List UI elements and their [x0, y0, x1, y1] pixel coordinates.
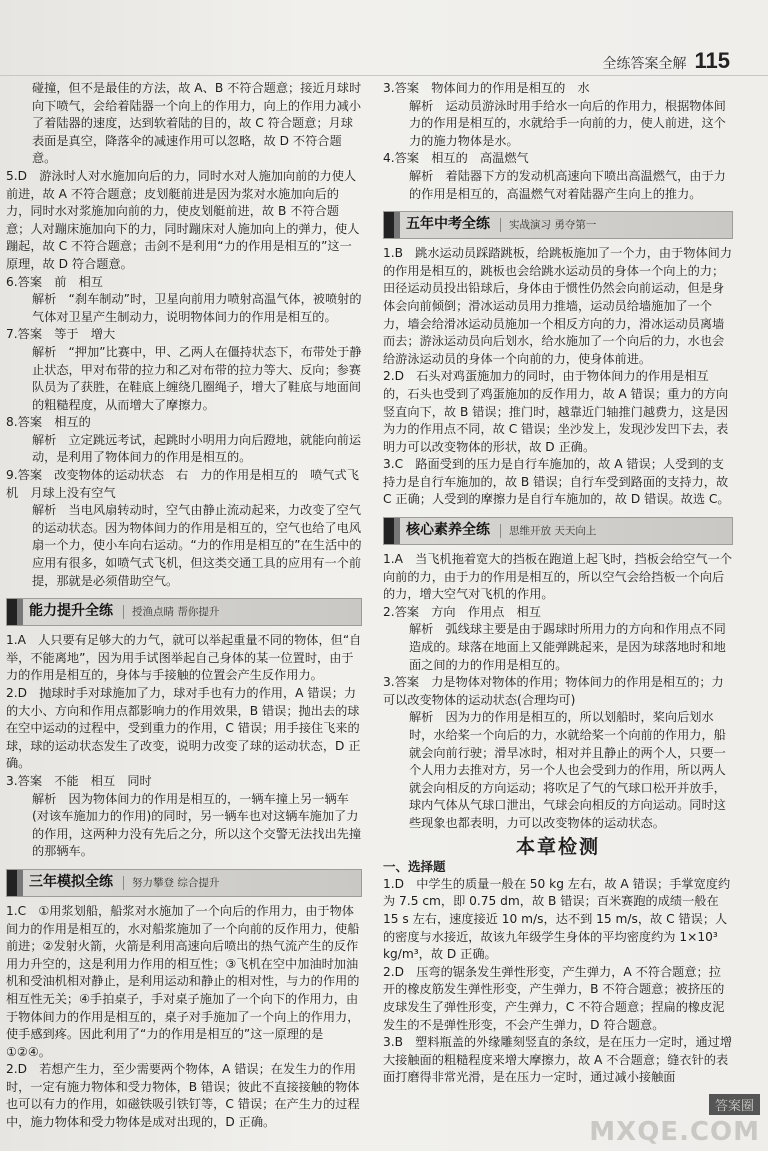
answer-item: 1.D 中学生的质量一般在 50 kg 左右，故 A 错误；手掌宽度约为 7.5 cm，即 0.75 dm，故 B 错误；百米赛跑的成绩一般在 15 s 左右，速度接近 10 m/s，达不到 15 m/s，故 C 错误；人的密度与水接近，故该九年级学生身体的平均密度约为 1×10³ kg/m³，故 D 正确。: [383, 876, 731, 962]
answer-item: 1.A 人只要有足够大的力气，就可以举起重量不同的物体，但“自举，不能离地”，因为用手试图举起自己身体的某一位置时，由于力的作用是相互的，身体与手接触的位置会产生反作用力。: [6, 633, 362, 683]
header-divider: [0, 75, 768, 76]
page-header: [603, 48, 731, 74]
explanation: 解析 “刹车制动”时，卫星向前用力喷射高温气体，被喷射的气体对卫星产生制动力，说明物体间力的作用是相互的。: [32, 292, 362, 324]
banner-slogan: 思维开放 天天向上: [500, 524, 596, 538]
banner-slogan: 实战演习 勇夺第一: [500, 218, 596, 232]
banner-mark: [17, 599, 23, 625]
section-banner: [6, 869, 362, 897]
paragraph: 碰撞，但不是最佳的方法，故 A、B 不符合题意；接近月球时向下喷气，会给着陆器一个向上的作用力，向上的作用力减小了着陆器的速度，达到软着陆的目的，故 C 符合题意；月球表面是真空，降落伞的减速作用可以忽略，故 D 不符合题意。: [32, 81, 362, 166]
explanation: 解析 弧线球主要是由于踢球时所用力的方向和作用点不同造成的。球落在地面上又能弹跳起来，是因为球落地时和地面之间的力的作用是相互的。: [409, 622, 726, 672]
section-banner: [6, 598, 362, 626]
banner-mark: [394, 518, 400, 544]
explanation: 解析 着陆器下方的发动机高速向下喷出高温燃气，由于力的作用是相互的，高温燃气对着陆器产生向上的推力。: [409, 168, 726, 201]
banner-title: 核心素养全练: [406, 522, 490, 539]
answer-item: 2.D 抛球时手对球施加了力，球对手也有力的作用，A 错误；力的大小、方向和作用点都影响力的作用效果，B 错误；抛出去的球在空中运动的过程中，受到重力的作用，C 错误；用手接住飞来的球，球的运动状态发生了改变，说明力改变了球的运动状态，D 正确。: [6, 686, 361, 771]
header-title: 全练答案全解: [602, 56, 687, 72]
answer-item: 2.D 压弯的锯条发生弹性形变，产生弹力，A 不符合题意；拉开的橡皮筋发生弹性形变，产生弹力，B 不符合题意；被挤压的皮球发生了弹性形变，产生弹力，C 不符合题意；捏扁的橡皮泥发生的不是弹性形变，不会产生弹力，D 符合题意。: [383, 964, 725, 1032]
answer-item: 3.B 塑料瓶盖的外缘雕刻竖直的条纹，是在压力一定时，通过增大接触面的粗糙程度来增大摩擦力，故 A 不合题意；缝衣针的表面打磨得非常光滑，是在压力一定时，通过减小接触面: [383, 1035, 733, 1085]
answer-item: 2.D 石头对鸡蛋施加力的同时，由于物体间力的作用是相互的，石头也受到了鸡蛋施加的反作用力，故 A 错误；重力的方向竖直向下，故 B 错误；推门时，越靠近门轴推门越费力，这是因为力的作用点不同，故 C 错误；坐沙发上，发现沙发凹下去，表明力可以改变物体的形状，故 D 正确。: [383, 369, 729, 454]
answer-item: 3.C 路面受到的压力是自行车施加的，故 A 错误；人受到的支持力是自行车施加的，故 B 错误；自行车受到路面的支持力，故 C 正确；人受到的摩擦力是自行车施加的，故 D 错误。故选 C。: [383, 457, 730, 507]
section-banner: [383, 211, 733, 239]
banner-title: 三年模拟全练: [29, 874, 113, 891]
chapter-title: 本章检测: [515, 835, 600, 858]
banner-slogan: 授渔点睛 帮你提升: [123, 605, 219, 619]
answer-item: 8.答案 相互的: [6, 415, 91, 430]
answer-item: 3.答案 力是物体对物体的作用；物体间力的作用是相互的；力可以改变物体的运动状态(合理均可): [383, 675, 724, 707]
answer-item: 5.D 游泳时人对水施加向后的力，同时水对人施加向前的力使人前进，故 A 不符合题意；皮划艇前进是因为浆对水施加向后的力，同时水对浆施加向前的力，使皮划艇前进，故 B 不符合题意；人对蹦床施加向下的力，同时蹦床对人施加向上的弹力，使人蹦起，故 C 不符合题意；击剑不是利用“力的作用是相互的”这一原理，故 D 符合题意。: [6, 168, 360, 271]
section-banner: [383, 517, 733, 545]
banner-mark: [384, 518, 394, 544]
explanation: 解析 “押加”比赛中，甲、乙两人在僵持状态下，布带处于静止状态，甲对布带的拉力和乙对布带的拉力等大、反向；参赛队员为了获胜，在鞋底上缠绕几圈绳子，增大了鞋底与地面间的粗糙程度，从而增大了摩擦力。: [32, 344, 362, 412]
watermark-url: MXQE.COM: [589, 1117, 760, 1147]
right-column: [383, 80, 733, 1087]
watermark-text: 答案圈: [709, 1094, 760, 1115]
page-number: 115: [694, 48, 730, 73]
banner-mark: [7, 870, 17, 896]
answer-item: 1.B 跳水运动员踩踏跳板，给跳板施加了一个力，由于物体间力的作用是相互的，跳板也会给跳水运动员的身体一个向上的力；田径运动员投出铅球后，身体由于惯性仍然会向前运动，但是身体会向前倾倒；滑冰运动员用力推墙，运动员给墙施加了一个力，墙会给滑冰运动员施加一个相反方向的力，滑冰运动员离墙而去；游泳运动员向后划水，给水施加了一个向后的力，水也会给游泳运动员的身体一个向前的力，使身体前进。: [383, 246, 733, 366]
left-column: [6, 80, 362, 1132]
explanation: 解析 立定跳远考试，起跳时小明用力向后蹬地，就能向前运动，是利用了物体间力的作用是相互的。: [32, 432, 362, 465]
answer-item: 6.答案 前 相互: [6, 274, 103, 289]
answer-item: 1.C ①用浆划船，船浆对水施加了一个向后的作用力，由于物体间力的作用是相互的，水对船浆施加了一个向前的反作用力，使船前进；②发射火箭，火箭是利用高速向后喷出的热气流产生的反作用力升空的，这是利用力作用的相互性；③飞机在空中加油时加油机和受油机相对静止，是利用运动和静止的相对性，与力的作用的相互性无关；④手拍桌子，手对桌子施加了一个向下的作用力，由于物体间力的作用是相互的，桌子对手施加了一个向上的作用力，使手感到疼。因此利用了“力的作用是相互的”这一原理的是①②④。: [6, 903, 360, 1059]
explanation: 解析 当电风扇转动时，空气由静止流动起来，力改变了空气的运动状态。因为物体间力的作用是相互的，空气也给了电风扇一个力，使小车向右运动。“力的作用是相互的”在生活中的应用有很多，如喷气式飞机，但这类交通工具的应用有一个前提，那就是必须借助空气。: [32, 503, 362, 588]
watermark-logo: [589, 1087, 760, 1147]
answer-item: 3.答案 物体间力的作用是相互的 水: [383, 81, 590, 95]
answer-item: 9.答案 改变物体的运动状态 右 力的作用是相互的 喷气式飞机 月球上没有空气: [6, 468, 359, 500]
answer-item: 2.D 若想产生力，至少需要两个物体，A 错误；在发生力的作用时，一定有施力物体和受力物体，B 错误；彼此不直接接触的物体也可以有力的作用，如磁铁吸引铁钉等，C 错误；在产生力的过程中，施力物体和受力物体是成对出现的，D 正确。: [6, 1062, 360, 1130]
banner-slogan: 努力攀登 综合提升: [123, 876, 219, 890]
banner-mark: [394, 212, 400, 238]
answer-item: 4.答案 相互的 高温燃气: [383, 151, 529, 166]
answer-item: 1.A 当飞机拖着宽大的挡板在跑道上起飞时，挡板会给空气一个向前的力，由于力的作用是相互的，所以空气会给挡板一个向后的力，增大空气对飞机的作用。: [383, 552, 733, 602]
explanation: 解析 因为力的作用是相互的，所以划船时，桨向后划水时，水给桨一个向后的力，水就给桨一个向前的作用力，船就会向前行驶；滑旱冰时，相对并且静止的两个人，只要一个人用力去推对方，另一个人也会受到力的作用，所以两人就会向相反的方向运动；将吹足了气的气球口松开并放手，球内气体从气球口泄出，气球会向相反的方向运动。同时这些现象也都表明，力可以改变物体的运动状态。: [409, 710, 726, 830]
banner-mark: [384, 212, 394, 238]
explanation: 解析 运动员游泳时用手给水一向后的作用力，根据物体间力的作用是相互的，水就给手一向前的力，使人前进，这个力的施力物体是水。: [409, 98, 726, 148]
banner-title: 五年中考全练: [406, 216, 490, 233]
answer-item: 2.答案 方向 作用点 相互: [383, 604, 541, 619]
section-title: 一、选择题: [383, 859, 446, 875]
answer-item: 7.答案 等于 增大: [6, 327, 116, 342]
answer-item: 3.答案 不能 相互 同时: [6, 773, 152, 788]
banner-mark: [7, 599, 17, 625]
explanation: 解析 因为物体间力的作用是相互的，一辆车撞上另一辆车(对该车施加力的作用)的同时，另一辆车也对这辆车施加了力的作用，这两种力没有先后之分，所以这个交警无法找出先撞的那辆车。: [32, 791, 362, 859]
banner-mark: [17, 870, 23, 896]
banner-title: 能力提升全练: [29, 603, 113, 620]
